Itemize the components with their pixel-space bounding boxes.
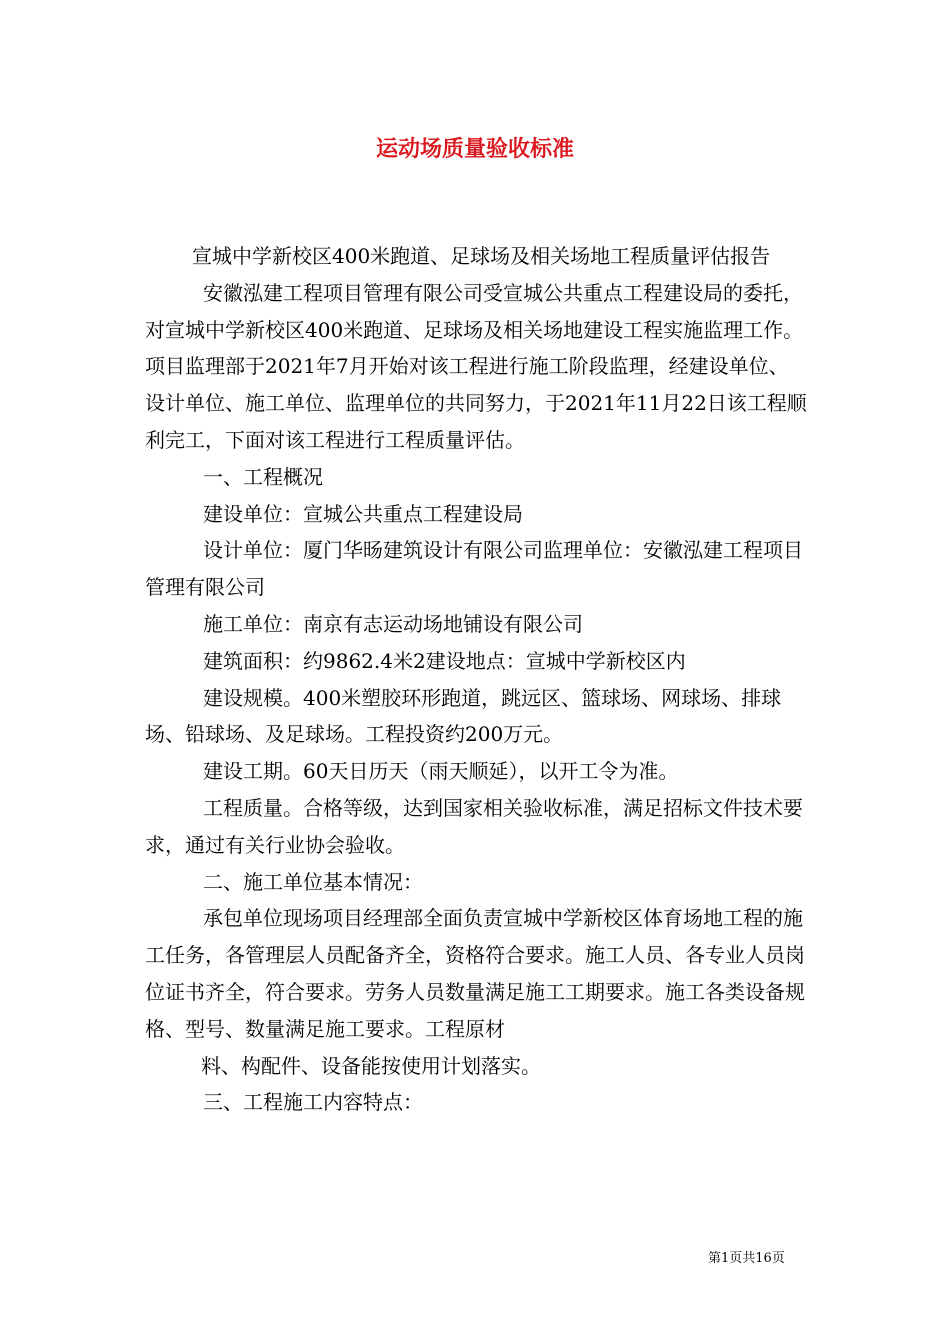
construction-unit: 建设单位：宣城公共重点工程建设局 [203, 501, 523, 526]
building-area: 建筑面积：约9862.4米2建设地点：宣城中学新校区内 [203, 648, 686, 673]
section-heading-overview: 一、工程概况 [203, 464, 323, 489]
design-supervision-unit: 设计单位：厦门华旸建筑设计有限公司监理单位：安徽泓建工程项目管理有限公司 [145, 538, 803, 600]
construction-period: 建设工期。60天日历天（雨天顺延），以开工令为准。 [203, 759, 679, 784]
page-number: 第1页共16页 [708, 1251, 785, 1266]
construction-scale: 建设规模。400米塑胶环形跑道，跳远区、篮球场、网球场、排球场、铅球场、及足球场。工程投资约200万元。 [145, 685, 782, 747]
contractor-unit: 施工单位：南京有志运动场地铺设有限公司 [203, 611, 583, 636]
section-heading-features: 三、工程施工内容特点： [203, 1090, 423, 1115]
page-title: 运动场质量验收标准 [375, 136, 574, 162]
section-heading-contractor: 二、施工单位基本情况： [203, 869, 423, 894]
intro-paragraph: 安徽泓建工程项目管理有限公司受宣城公共重点工程建设局的委托，对宣城中学新校区400米跑道、足球场及相关场地建设工程实施监理工作。项目监理部于2021年7月开始对该工程进行施工阶段监理，经建设单位、设计单位、施工单位、监理单位的共同努力，于2021年11月22日该工程顺利完工，下面对该工程进行工程质量评估。 [145, 280, 807, 452]
project-quality: 工程质量。合格等级，达到国家相关验收标准，满足招标文件技术要求，通过有关行业协会验收。 [145, 795, 803, 857]
contractor-description: 承包单位现场项目经理部全面负责宣城中学新校区体育场地工程的施工任务，各管理层人员配备齐全，资格符合要求。施工人员、各专业人员岗位证书齐全，符合要求。劳务人员数量满足施工工期要求。施工各类设备规格、型号、数量满足施工要求。工程原材 [145, 906, 805, 1041]
contractor-description-continued: 料、构配件、设备能按使用计划落实。 [201, 1053, 541, 1078]
report-subtitle: 宣城中学新校区400米跑道、足球场及相关场地工程质量评估报告 [192, 244, 771, 268]
document-body [145, 238, 807, 1121]
